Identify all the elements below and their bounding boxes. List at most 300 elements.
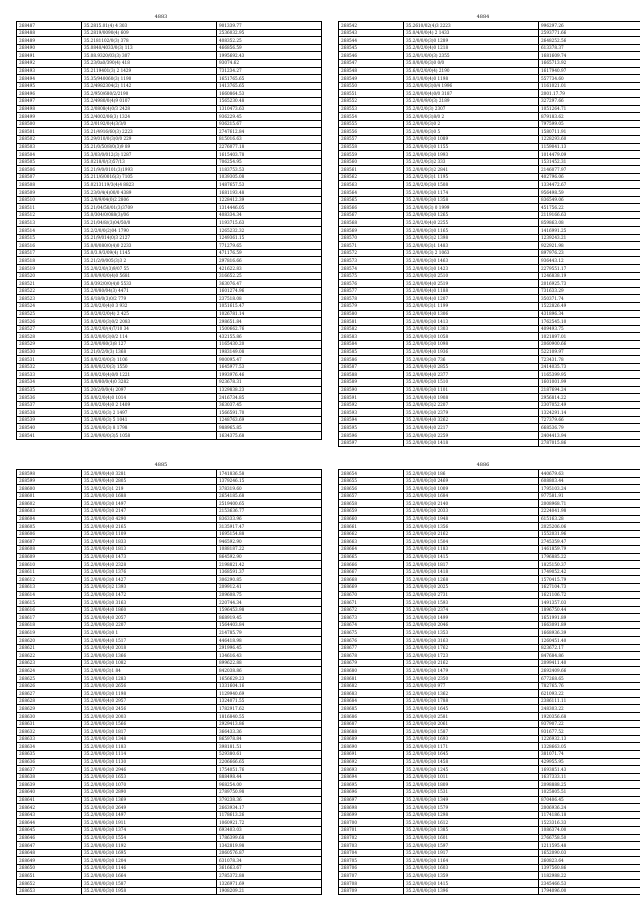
table-row (17, 538, 322, 546)
row-code-cell: 35.2/0/0/0(3)0 2374 (404, 606, 539, 614)
row-id-cell: 268638 (17, 773, 82, 781)
row-code-cell: 35.21/9/014(0)3 2127 (82, 234, 217, 242)
row-code-cell: 35.2/0/0/0(3)1 84 (82, 667, 217, 675)
row-id-cell: 268697 (339, 796, 404, 804)
row-amount-cell: 1523316.33 (539, 819, 640, 827)
row-code-cell: 35.0/0/2/0/0(3) 1106 (82, 356, 217, 364)
row-id-cell: 268622 (17, 652, 82, 660)
row-amount-cell: 134616.43 (217, 652, 322, 660)
row-id-cell: 268596 (339, 432, 404, 440)
row-amount-cell: 2785372.88 (217, 872, 322, 880)
row-amount-cell: 1461859.79 (539, 545, 640, 553)
table-row (339, 371, 640, 379)
row-code-cell: 35.0/0/0/0(3)0 0/0 (404, 59, 539, 67)
row-code-cell: 35.2/0/0/0(3)0 1911 (82, 819, 217, 827)
row-amount-cell: 2099411.40 (539, 659, 640, 667)
table-row (339, 113, 640, 121)
row-amount-cell: 214785.79 (217, 629, 322, 637)
row-id-cell: 268686 (339, 713, 404, 721)
row-code-cell: 35.0/0/80/0(4)0 3282 (82, 378, 217, 386)
row-code-cell: 35.2/0/0/0(3)0 1245 (404, 766, 539, 774)
table-row (17, 713, 322, 721)
table-row (339, 424, 640, 432)
row-amount-cell: 1088187.22 (217, 545, 322, 553)
row-code-cell: 35.2/0/0/0(3)0 2 (404, 120, 539, 128)
panel-title: 4883 (154, 14, 168, 20)
row-id-cell: 268554 (339, 113, 404, 121)
row-code-cell: 35.2/0/0/0(3)0 1171 (404, 743, 539, 751)
row-code-cell: 35.2815.01(4) 4 303 (82, 22, 217, 30)
row-id-cell: 268593 (339, 409, 404, 417)
row-amount-cell: 2025206.06 (539, 523, 640, 531)
table-row (17, 819, 322, 827)
row-amount-cell: 1795103.24 (539, 485, 640, 493)
row-id-cell: 268599 (17, 477, 82, 485)
row-amount-cell: 996297.26 (539, 22, 640, 30)
row-code-cell: 35.2/0/0/0(3)0 2731 (404, 591, 539, 599)
row-amount-cell: 1165430.20 (217, 340, 322, 348)
row-id-cell: 268646 (17, 834, 82, 842)
row-code-cell: 35.2/0/2/0(3)0 1508 (404, 181, 539, 189)
row-code-cell: 35.2/0/0/0(4)0 2217 (404, 424, 539, 432)
row-id-cell: 268677 (339, 644, 404, 652)
table-row (17, 189, 322, 197)
row-code-cell: 35.2/0/0/0(3)0 1566 (82, 720, 217, 728)
table-row (339, 227, 640, 235)
row-id-cell: 268630 (17, 713, 82, 721)
row-code-cell: 35.2/0/0/0(4)0 2957 (82, 697, 217, 705)
row-id-cell: 268491 (17, 52, 82, 60)
row-id-cell: 268674 (339, 621, 404, 629)
row-amount-cell: 1021897.01 (539, 333, 640, 341)
row-id-cell: 268626 (17, 682, 82, 690)
row-code-cell: 35.2/0/0/0(4)0 1207 (404, 295, 539, 303)
row-code-cell: 35.2/0/0/0(3)0 1174 (404, 189, 539, 197)
row-id-cell: 268651 (17, 872, 82, 880)
row-amount-cell: 2663934.17 (217, 804, 322, 812)
row-code-cell: 35.2/0/0/0(3)0 1369 (82, 796, 217, 804)
row-amount-cell: 1663091.89 (539, 621, 640, 629)
row-id-cell: 268526 (17, 318, 82, 326)
panel-title: 4884 (476, 14, 490, 20)
table-row (17, 242, 322, 250)
row-amount-cell: 291996.45 (217, 644, 322, 652)
row-amount-cell: 1246838.19 (539, 272, 640, 280)
row-code-cell: 35.2/0/0/0(3)0 1396 (404, 887, 539, 895)
table-row (339, 804, 640, 812)
row-amount-cell: 900095.47 (217, 356, 322, 364)
table-row (17, 340, 322, 348)
row-amount-cell: 1634375.68 (217, 432, 322, 440)
row-code-cell: 35.2/0/0/0(3)2 1398 (404, 234, 539, 242)
row-id-cell: 268643 (17, 811, 82, 819)
table-row (339, 295, 640, 303)
row-code-cell: 35.3/03/0/012(3) 1287 (82, 151, 217, 159)
table-row (339, 22, 640, 30)
row-code-cell: 35.2819/0090(4) 609 (82, 29, 217, 37)
row-amount-cell: 2787015.86 (539, 439, 640, 447)
row-code-cell: 35.2/0/0/0(3)0 3163 (82, 599, 217, 607)
row-id-cell: 268652 (17, 880, 82, 888)
row-id-cell: 268694 (339, 773, 404, 781)
row-code-cell: 35.0/0/9/0/0(4)0 5681 (82, 272, 217, 280)
row-code-cell: 35.2/0/0/0(3)0 2581 (404, 713, 539, 721)
row-amount-cell: 968254.00 (217, 781, 322, 789)
row-id-cell: 268618 (17, 621, 82, 629)
row-code-cell: 35.2/0/0/0(3)0 2510 (404, 272, 539, 280)
table-row (17, 796, 322, 804)
table-row (339, 394, 640, 402)
row-amount-cell: 361663.67 (217, 864, 322, 872)
table-row (17, 667, 322, 675)
row-id-cell: 268641 (17, 796, 82, 804)
table-row (339, 470, 640, 478)
table-row (339, 659, 640, 667)
row-amount-cell: 2206666.65 (217, 758, 322, 766)
row-id-cell: 268584 (339, 340, 404, 348)
row-amount-cell: 677268.65 (539, 675, 640, 683)
row-id-cell: 268514 (17, 227, 82, 235)
row-code-cell: 35.2/0/0/0(3)0 1458 (404, 758, 539, 766)
row-id-cell: 268521 (17, 280, 82, 288)
row-amount-cell: 1825150.37 (539, 561, 640, 569)
row-id-cell: 268517 (17, 249, 82, 257)
table-row (17, 219, 322, 227)
table-row (339, 606, 640, 614)
row-code-cell: 35.2/0/0/0(3)0 2890 (82, 788, 217, 796)
row-id-cell: 268684 (339, 697, 404, 705)
table-row (17, 234, 322, 242)
row-code-cell: 35.0/0/2/0(4)0 1014 (82, 394, 217, 402)
table-row (339, 158, 640, 166)
row-amount-cell: 3135917.47 (217, 523, 322, 531)
row-id-cell: 268523 (17, 295, 82, 303)
row-amount-cell: 1668936.39 (539, 629, 640, 637)
row-code-cell: 35.2/4982304(2) 1142 (82, 82, 217, 90)
row-id-cell: 268659 (339, 507, 404, 515)
row-code-cell: 35.2/0/0/9/0(3) 2189 (404, 97, 539, 105)
table-row (339, 507, 640, 515)
table-row (339, 120, 640, 128)
table-row (17, 834, 322, 842)
row-id-cell: 268507 (17, 173, 82, 181)
row-code-cell: 35.2/0/0/0(3)0 4290 (82, 515, 217, 523)
panel-title: 4885 (154, 462, 168, 468)
row-amount-cell: 2001.17.79 (539, 90, 640, 98)
table-row (339, 705, 640, 713)
row-amount-cell: 409493.75 (539, 325, 640, 333)
row-code-cell: 35.2/0/0/0(3)0 1510 (404, 378, 539, 386)
row-amount-cell: 847684.86 (539, 652, 640, 660)
table-row (17, 530, 322, 538)
table-row (17, 477, 322, 485)
table-row (339, 378, 640, 386)
row-id-cell: 268601 (17, 492, 82, 500)
row-amount-cell: 1014479.09 (539, 151, 640, 159)
row-code-cell: 35.2/0/0/0(3)0 1684 (404, 492, 539, 500)
table-row (339, 644, 640, 652)
table-row (17, 204, 322, 212)
row-code-cell: 35.2/0/0/0(3)0 1165 (404, 227, 539, 235)
row-code-cell: 35.2/0/0/0(3)2 1393 (82, 583, 217, 591)
table-row (339, 758, 640, 766)
table-row (339, 401, 640, 409)
row-id-cell: 268676 (339, 637, 404, 645)
row-amount-cell: 2198821.42 (217, 561, 322, 569)
row-amount-cell: 2307052.49 (539, 401, 640, 409)
row-code-cell: 35.2/0/0/0(3)0 1653 (82, 773, 217, 781)
row-code-cell: 35.2/0/0/0(3)0 1817 (404, 561, 539, 569)
row-amount-cell: 731633.29 (539, 287, 640, 295)
row-id-cell: 268586 (339, 356, 404, 364)
table-row (339, 242, 640, 250)
table-row (339, 249, 640, 257)
table-row (339, 166, 640, 174)
row-id-cell: 268588 (339, 371, 404, 379)
row-id-cell: 268553 (339, 105, 404, 113)
row-id-cell: 268503 (17, 143, 82, 151)
table-row (339, 265, 640, 273)
table-row (17, 887, 322, 895)
row-id-cell: 268559 (339, 151, 404, 159)
table-row (17, 515, 322, 523)
row-id-cell: 268604 (17, 515, 82, 523)
row-id-cell: 268611 (17, 568, 82, 576)
row-code-cell: 35.2/0/0/0(3)0 1353 (404, 629, 539, 637)
row-code-cell: 35.0/304/0/088(3)/06 (82, 211, 217, 219)
table-row (339, 105, 640, 113)
row-id-cell: 268619 (17, 629, 82, 637)
table-row (17, 652, 322, 660)
table-row (339, 652, 640, 660)
row-code-cell: 35.2/0/0/0(4)0/0 3187 (404, 90, 539, 98)
row-code-cell: 35.2/0/0/0(3)0 1283 (82, 675, 217, 683)
table-row (17, 249, 322, 257)
table-row (17, 143, 322, 151)
row-id-cell: 268609 (17, 553, 82, 561)
table-row (17, 287, 322, 295)
table-row (17, 432, 322, 440)
row-id-cell: 268557 (339, 135, 404, 143)
table-row (17, 409, 322, 417)
row-amount-cell: 2060900.66 (539, 340, 640, 348)
row-amount-cell: 1693851.43 (539, 766, 640, 774)
row-id-cell: 268589 (339, 378, 404, 386)
row-id-cell: 268504 (17, 151, 82, 159)
table-row (17, 416, 322, 424)
row-id-cell: 268558 (339, 143, 404, 151)
row-code-cell: 35.2/0/0/0(3)0 1265 (404, 211, 539, 219)
row-id-cell: 268688 (339, 728, 404, 736)
row-code-cell: 35.2/0/0/0(3)0 1788 (404, 697, 539, 705)
table-row (17, 659, 322, 667)
row-id-cell: 268495 (17, 82, 82, 90)
row-id-cell: 268550 (339, 82, 404, 90)
row-id-cell: 268597 (339, 439, 404, 447)
row-id-cell: 268675 (339, 629, 404, 637)
table-row (17, 401, 322, 409)
table-row (17, 811, 322, 819)
row-code-cell: 35.2/0/0/0(4)0 1833 (82, 538, 217, 546)
row-code-cell: 35.2/0/0/0(3)0 1472 (82, 591, 217, 599)
row-code-cell: 35.21/04/8/(3)04/50/0 (82, 219, 217, 227)
row-code-cell: 35.2/0/2/0(3)1 1195 (404, 173, 539, 181)
table-row (339, 743, 640, 751)
row-amount-cell: 1051615.47 (217, 302, 322, 310)
row-amount-cell: 1749052.42 (539, 568, 640, 576)
row-amount-cell: 2692409.66 (539, 667, 640, 675)
row-code-cell: 35.0/0/080/0(4)0 2233 (82, 242, 217, 250)
row-amount-cell: 363037.45 (217, 401, 322, 409)
table-row (339, 515, 640, 523)
row-id-cell: 268511 (17, 204, 82, 212)
table-row (339, 728, 640, 736)
row-id-cell: 268505 (17, 158, 82, 166)
table-row (17, 105, 322, 113)
row-amount-cell: 2345466.53 (539, 880, 640, 888)
row-code-cell: 35.8/392/0/0(4)0 5533 (82, 280, 217, 288)
row-amount-cell: 815016.63 (217, 135, 322, 143)
row-code-cell: 35.2/0/2/0(4)0 3 932 (82, 302, 217, 310)
row-id-cell: 268669 (339, 583, 404, 591)
row-code-cell: 35.2/0/0/0(3)0 1497 (82, 811, 217, 819)
row-amount-cell: 327297.66 (539, 97, 640, 105)
row-amount-cell: 220744.34 (217, 599, 322, 607)
row-code-cell: 35.2/0/0/0(3)0 1762 (404, 644, 539, 652)
table-row (17, 75, 322, 83)
table-row (339, 280, 640, 288)
row-id-cell: 268527 (17, 325, 82, 333)
row-amount-cell: 923678.31 (217, 378, 322, 386)
row-code-cell: 35.2/0/0/0(3)0 1298 (404, 811, 539, 819)
table-row (17, 599, 322, 607)
table-row (17, 67, 322, 75)
row-id-cell: 268548 (339, 67, 404, 75)
row-code-cell: 35.2/0/0/0(3)0 1198 (82, 690, 217, 698)
row-code-cell: 35.2/0/0/0(4)0 1908 (404, 394, 539, 402)
row-amount-cell: 1695154.88 (217, 530, 322, 538)
row-code-cell: 35.21/9/0/0101(3)1993 (82, 166, 217, 174)
row-amount-cell: 2153636.77 (217, 507, 322, 515)
row-amount-cell: 93074.62 (217, 59, 322, 67)
row-code-cell: 35.2/0/0/0(3)0 1948 (404, 515, 539, 523)
row-id-cell: 268493 (17, 67, 82, 75)
row-id-cell: 268701 (339, 826, 404, 834)
table-row (339, 788, 640, 796)
row-code-cell: 35.21/04/50/01(3)3709 (82, 204, 217, 212)
table-row (17, 675, 322, 683)
row-amount-cell: 1681193.48 (217, 189, 322, 197)
table-row (17, 151, 322, 159)
row-id-cell: 268678 (339, 652, 404, 660)
row-id-cell: 268681 (339, 675, 404, 683)
row-amount-cell: 1993976.46 (217, 371, 322, 379)
row-code-cell: 35.2/0/1/0/0(3) 2355 (404, 52, 539, 60)
row-code-cell: 35.2/0/80/04(3) 4471 (82, 287, 217, 295)
table-row (17, 59, 322, 67)
row-amount-cell: 2404413.94 (539, 432, 640, 440)
table-row (17, 173, 322, 181)
row-code-cell: 35.2/0/0/0(4)0 1473 (82, 553, 217, 561)
row-code-cell: 35.2/0/0/0(4)0 1813 (82, 545, 217, 553)
row-amount-cell: 1193715.63 (217, 219, 322, 227)
row-code-cell: 35.2/0/0/0(3)0 1164 (404, 857, 539, 865)
row-code-cell: 35.2/0/0/0(3)0 1593 (404, 599, 539, 607)
table-row (17, 606, 322, 614)
table-row (17, 29, 322, 37)
row-amount-cell: 1565230.48 (217, 97, 322, 105)
row-code-cell: 35.2/0/0/0(3)0 5 (404, 128, 539, 136)
row-amount-cell: 306290.85 (217, 576, 322, 584)
row-id-cell: 268696 (339, 788, 404, 796)
row-amount-cell: 1248763.69 (217, 416, 322, 424)
row-code-cell: 35.2/0/0/0(3)0 2003 (82, 713, 217, 721)
row-amount-cell: 297816.66 (217, 257, 322, 265)
row-id-cell: 268541 (17, 432, 82, 440)
row-id-cell: 268658 (339, 500, 404, 508)
row-code-cell: 35.2/0/0/0(3)0 1204 (82, 857, 217, 865)
table-row (339, 887, 640, 895)
row-code-cell: 35.2/0/0/0(3)2 2841 (404, 166, 539, 174)
row-code-cell: 35.2/4980/0(4)9 0107 (82, 97, 217, 105)
row-id-cell: 268612 (17, 576, 82, 584)
row-amount-cell: 864592.90 (217, 553, 322, 561)
table-row (339, 409, 640, 417)
table-row (17, 773, 322, 781)
row-code-cell: 35.2/0/0/0(3)0 1082 (82, 659, 217, 667)
row-amount-cell: 1681609.74 (539, 52, 640, 60)
row-id-cell: 268539 (17, 416, 82, 424)
row-code-cell: 35.2/0/0/0(3)0 1612 (404, 819, 539, 827)
table-row (17, 135, 322, 143)
row-amount-cell: 1326971.69 (217, 880, 322, 888)
table-row (17, 227, 322, 235)
table-row (17, 196, 322, 204)
row-id-cell: 268655 (339, 477, 404, 485)
table-row (17, 804, 322, 812)
row-code-cell: 35.21/2/0/005(3)3 2 (82, 257, 217, 265)
row-id-cell: 268498 (17, 105, 82, 113)
row-amount-cell: 1228293.60 (539, 135, 640, 143)
row-amount-cell: 1324291.14 (539, 409, 640, 417)
row-amount-cell: 2519400.65 (217, 500, 322, 508)
row-id-cell: 268501 (17, 128, 82, 136)
row-amount-cell: 529380.61 (217, 750, 322, 758)
table-row (339, 75, 640, 83)
table-row (17, 735, 322, 743)
row-code-cell: 35.2/0/0/0(3)0 1579 (404, 804, 539, 812)
row-amount-cell: 1995692.43 (217, 52, 322, 60)
row-code-cell: 35.2/0/0/0(3)1 1199 (404, 302, 539, 310)
row-code-cell: 35.23/0a0/390(4) 418 (82, 59, 217, 67)
row-code-cell: 35.2/0/0/0(3)0 1413 (404, 318, 539, 326)
table-row (17, 310, 322, 318)
row-amount-cell: 1183753.53 (217, 166, 322, 174)
row-id-cell: 268700 (339, 819, 404, 827)
row-amount-cell: 1621106.72 (539, 591, 640, 599)
row-amount-cell: 2016925.73 (539, 280, 640, 288)
row-id-cell: 268667 (339, 568, 404, 576)
row-code-cell: 35.2/0/0/0(3)0 1114 (82, 750, 217, 758)
table-row (17, 591, 322, 599)
row-code-cell: 35.2/0/0/0(3)0 1358 (404, 196, 539, 204)
row-id-cell: 268602 (17, 500, 82, 508)
row-id-cell: 268578 (339, 295, 404, 303)
table-row (17, 743, 322, 751)
row-code-cell: 35.2/0/0/0(3)0 1356 (404, 523, 539, 531)
row-amount-cell: 1265232.32 (217, 227, 322, 235)
row-amount-cell: 706254.95 (217, 158, 322, 166)
